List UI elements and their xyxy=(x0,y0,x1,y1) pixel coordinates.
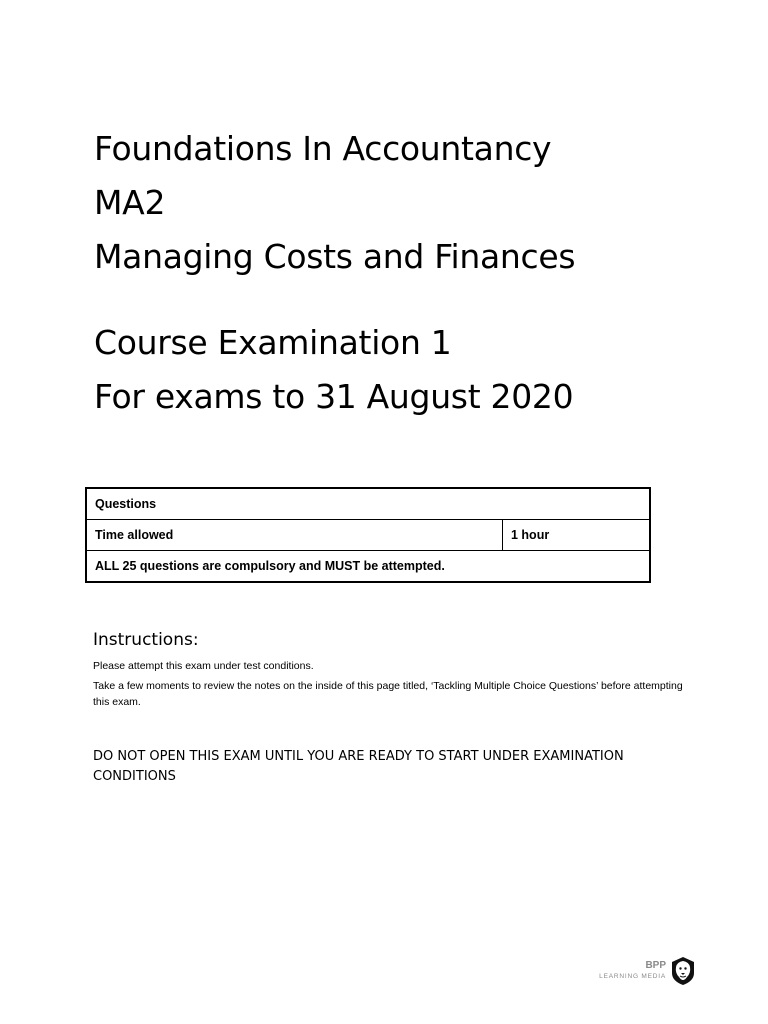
table-row xyxy=(86,551,650,583)
instructions-section xyxy=(93,630,693,714)
logo-subtitle: LEARNING MEDIA xyxy=(599,973,666,980)
instruction-line: Please attempt this exam under test conditions. xyxy=(93,660,314,672)
exam-warning: DO NOT OPEN THIS EXAM UNTIL YOU ARE READY TO START UNDER EXAMINATION CONDITIONS xyxy=(93,749,624,784)
lion-head-icon xyxy=(670,956,696,986)
logo-brand: BPP xyxy=(645,960,666,971)
paper-name: Managing Costs and Finances xyxy=(94,237,576,276)
bpp-logo xyxy=(592,956,696,988)
time-allowed-value: 1 hour xyxy=(503,520,651,551)
table-row xyxy=(86,520,650,551)
qualification-title: Foundations In Accountancy xyxy=(94,129,552,168)
table-row xyxy=(86,488,650,520)
instruction-line: Take a few moments to review the notes on the inside of this page titled, ‘Tackling Multiple Choice Questions’ before attempting this exam. xyxy=(93,680,683,708)
exam-validity: For exams to 31 August 2020 xyxy=(94,377,574,416)
paper-code: MA2 xyxy=(94,183,166,222)
exam-name: Course Examination 1 xyxy=(94,323,452,362)
document-title xyxy=(94,122,575,424)
instructions-heading: Instructions: xyxy=(93,630,199,650)
compulsory-note: ALL 25 questions are compulsory and MUST be attempted. xyxy=(86,551,650,583)
exam-info-table xyxy=(85,487,651,583)
questions-cell: Questions xyxy=(86,488,650,520)
time-allowed-label: Time allowed xyxy=(86,520,503,551)
